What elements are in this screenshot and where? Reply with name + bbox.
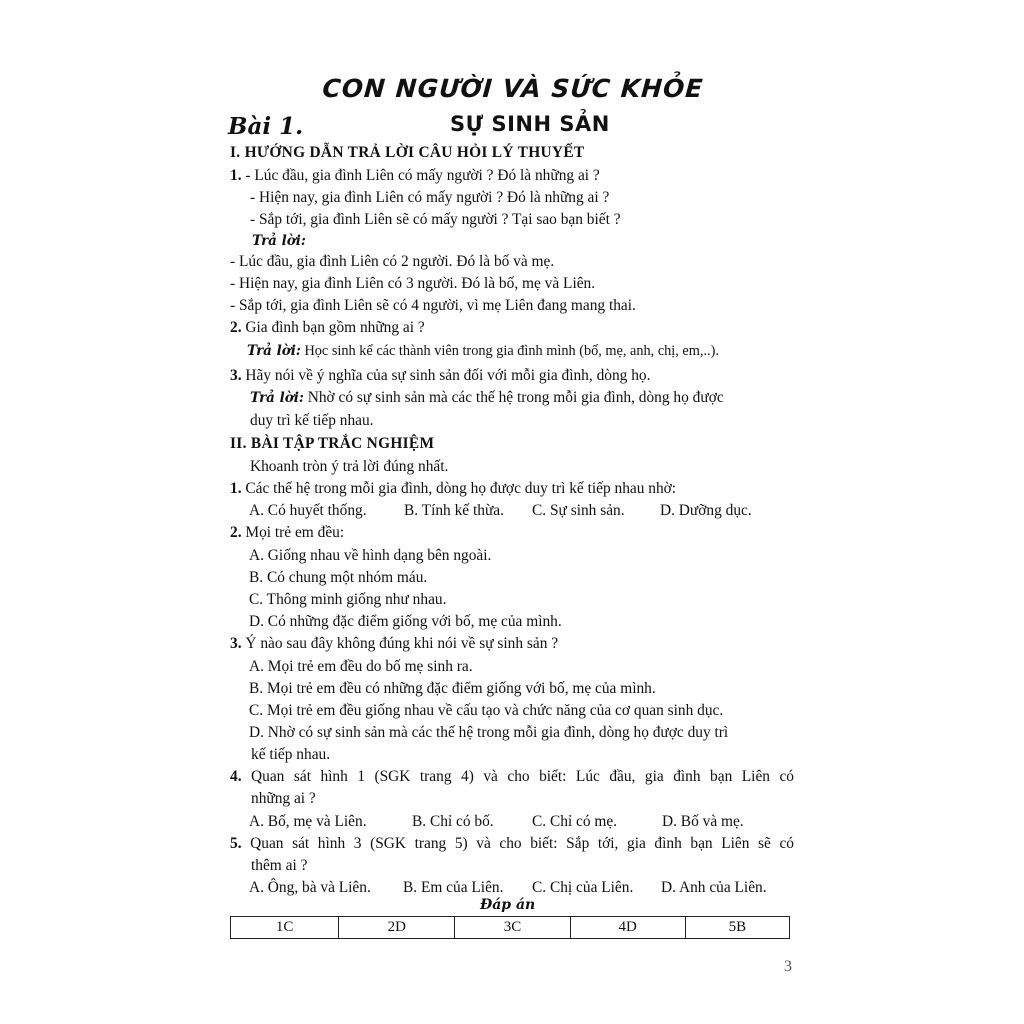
question-text: Hãy nói về ý nghĩa của sự sinh sản đối với mỗi gia đình, dòng họ. — [241, 367, 651, 384]
option-d[interactable]: D. Có những đặc điểm giống với bố, mẹ của mình. — [249, 613, 562, 630]
page-number: 3 — [784, 958, 792, 975]
answer-key-table — [230, 916, 790, 939]
option-d[interactable]: D. Dưỡng dục. — [660, 502, 752, 519]
question-text: Quan sát hình 3 (SGK trang 5) và cho biết: Sắp tới, gia đình bạn Liên sẽ có — [241, 835, 794, 852]
question-text: - Lúc đầu, gia đình Liên có mấy người ? Đó là những ai ? — [241, 167, 600, 184]
question-2 — [230, 318, 425, 338]
question-text: Ý nào sau đây không đúng khi nói về sự sinh sản ? — [241, 635, 559, 652]
question-number: 2. — [230, 319, 242, 336]
option-b[interactable]: B. Tính kế thừa. — [404, 502, 504, 519]
answer-cell: 3C — [455, 917, 570, 939]
option-a[interactable]: A. Ông, bà và Liên. — [249, 879, 371, 896]
option-c[interactable]: C. Chỉ có mẹ. — [532, 813, 618, 830]
option-b[interactable]: B. Em của Liên. — [403, 879, 504, 896]
option-a[interactable]: A. Có huyết thống. — [249, 502, 367, 519]
option-b[interactable]: B. Có chung một nhóm máu. — [249, 569, 428, 586]
answer-line: - Hiện nay, gia đình Liên có 3 người. Đó là bố, mẹ và Liên. — [230, 275, 596, 292]
options-row — [249, 878, 789, 898]
question-number: 3. — [230, 635, 242, 652]
answer-3 — [250, 388, 724, 408]
question-text-continued: những ai ? — [251, 790, 316, 807]
quiz-question-3 — [230, 634, 558, 654]
answer-text: Học sinh kể các thành viên trong gia đình mình (bố, mẹ, anh, chị, em,..). — [300, 343, 719, 359]
question-1 — [230, 166, 600, 186]
quiz-question-5 — [230, 834, 794, 854]
options-row — [249, 501, 789, 521]
option-c[interactable]: C. Sự sinh sản. — [532, 502, 625, 519]
options-row — [249, 812, 789, 832]
answer-cell: 4D — [570, 917, 685, 939]
page-title: CON NGƯỜI VÀ SỨC KHỎE — [321, 74, 705, 103]
answer-2 — [247, 341, 719, 361]
answer-cell: 1C — [231, 917, 339, 939]
question-number: 4. — [230, 768, 242, 785]
question-number: 2. — [230, 524, 242, 541]
lesson-number: Bài 1. — [228, 113, 304, 140]
option-d[interactable]: D. Anh của Liên. — [661, 879, 767, 896]
question-3 — [230, 366, 650, 386]
option-c[interactable]: C. Thông minh giống như nhau. — [249, 591, 447, 608]
answer-line: - Lúc đầu, gia đình Liên có 2 người. Đó là bố và mẹ. — [230, 253, 555, 270]
lesson-title: SỰ SINH SẢN — [450, 112, 610, 136]
answer-cell: 5B — [685, 917, 789, 939]
question-text: Quan sát hình 1 (SGK trang 4) và cho biết: Lúc đầu, gia đình bạn Liên có — [241, 768, 794, 785]
option-a[interactable]: A. Giống nhau về hình dạng bên ngoài. — [249, 547, 492, 564]
option-d[interactable]: D. Bố và mẹ. — [662, 813, 744, 830]
option-b[interactable]: B. Chỉ có bố. — [412, 813, 494, 830]
question-number: 1. — [230, 480, 242, 497]
quiz-question-4 — [230, 767, 794, 787]
answer-text: Nhờ có sự sinh sản mà các thế hệ trong mỗi gia đình, dòng họ được — [303, 389, 724, 406]
question-1-part-2: - Hiện nay, gia đình Liên có mấy người ? Đó là những ai ? — [250, 189, 610, 206]
option-b[interactable]: B. Mọi trẻ em đều có những đặc điểm giống với bố, mẹ của mình. — [249, 680, 656, 697]
question-number: 3. — [230, 367, 242, 384]
section-heading-theory: I. HƯỚNG DẪN TRẢ LỜI CÂU HỎI LÝ THUYẾT — [230, 144, 585, 161]
question-text-continued: thêm ai ? — [251, 857, 308, 874]
quiz-question-2 — [230, 523, 344, 543]
table-row — [231, 917, 790, 939]
answer-label: Trả lời: — [247, 343, 301, 359]
option-d-continued: kế tiếp nhau. — [251, 746, 331, 763]
option-d[interactable]: D. Nhờ có sự sinh sản mà các thế hệ trong mỗi gia đình, dòng họ được duy trì — [249, 724, 729, 741]
answer-label: Trả lời: — [252, 233, 306, 249]
option-a[interactable]: A. Mọi trẻ em đều do bố mẹ sinh ra. — [249, 658, 473, 675]
option-c[interactable]: C. Chị của Liên. — [532, 879, 634, 896]
answer-line: - Sắp tới, gia đình Liên sẽ có 4 người, vì mẹ Liên đang mang thai. — [230, 297, 636, 314]
question-text: Các thế hệ trong mỗi gia đình, dòng họ được duy trì kế tiếp nhau nhờ: — [241, 480, 677, 497]
section-heading-quiz: II. BÀI TẬP TRẮC NGHIỆM — [230, 435, 435, 452]
question-number: 5. — [230, 835, 242, 852]
option-c[interactable]: C. Mọi trẻ em đều giống nhau về cấu tạo và chức năng của cơ quan sinh dục. — [249, 702, 724, 719]
answer-key-title: Đáp án — [480, 897, 536, 913]
quiz-question-1 — [230, 479, 676, 499]
answer-label: Trả lời: — [250, 390, 304, 406]
question-text: Gia đình bạn gồm những ai ? — [241, 319, 425, 336]
option-a[interactable]: A. Bố, mẹ và Liên. — [249, 813, 367, 830]
question-text: Mọi trẻ em đều: — [241, 524, 345, 541]
answer-3-continued: duy trì kế tiếp nhau. — [250, 412, 374, 429]
answer-cell: 2D — [339, 917, 455, 939]
question-1-part-3: - Sắp tới, gia đình Liên sẽ có mấy người ? Tại sao bạn biết ? — [250, 211, 621, 228]
quiz-instruction: Khoanh tròn ý trả lời đúng nhất. — [250, 458, 449, 475]
question-number: 1. — [230, 167, 242, 184]
